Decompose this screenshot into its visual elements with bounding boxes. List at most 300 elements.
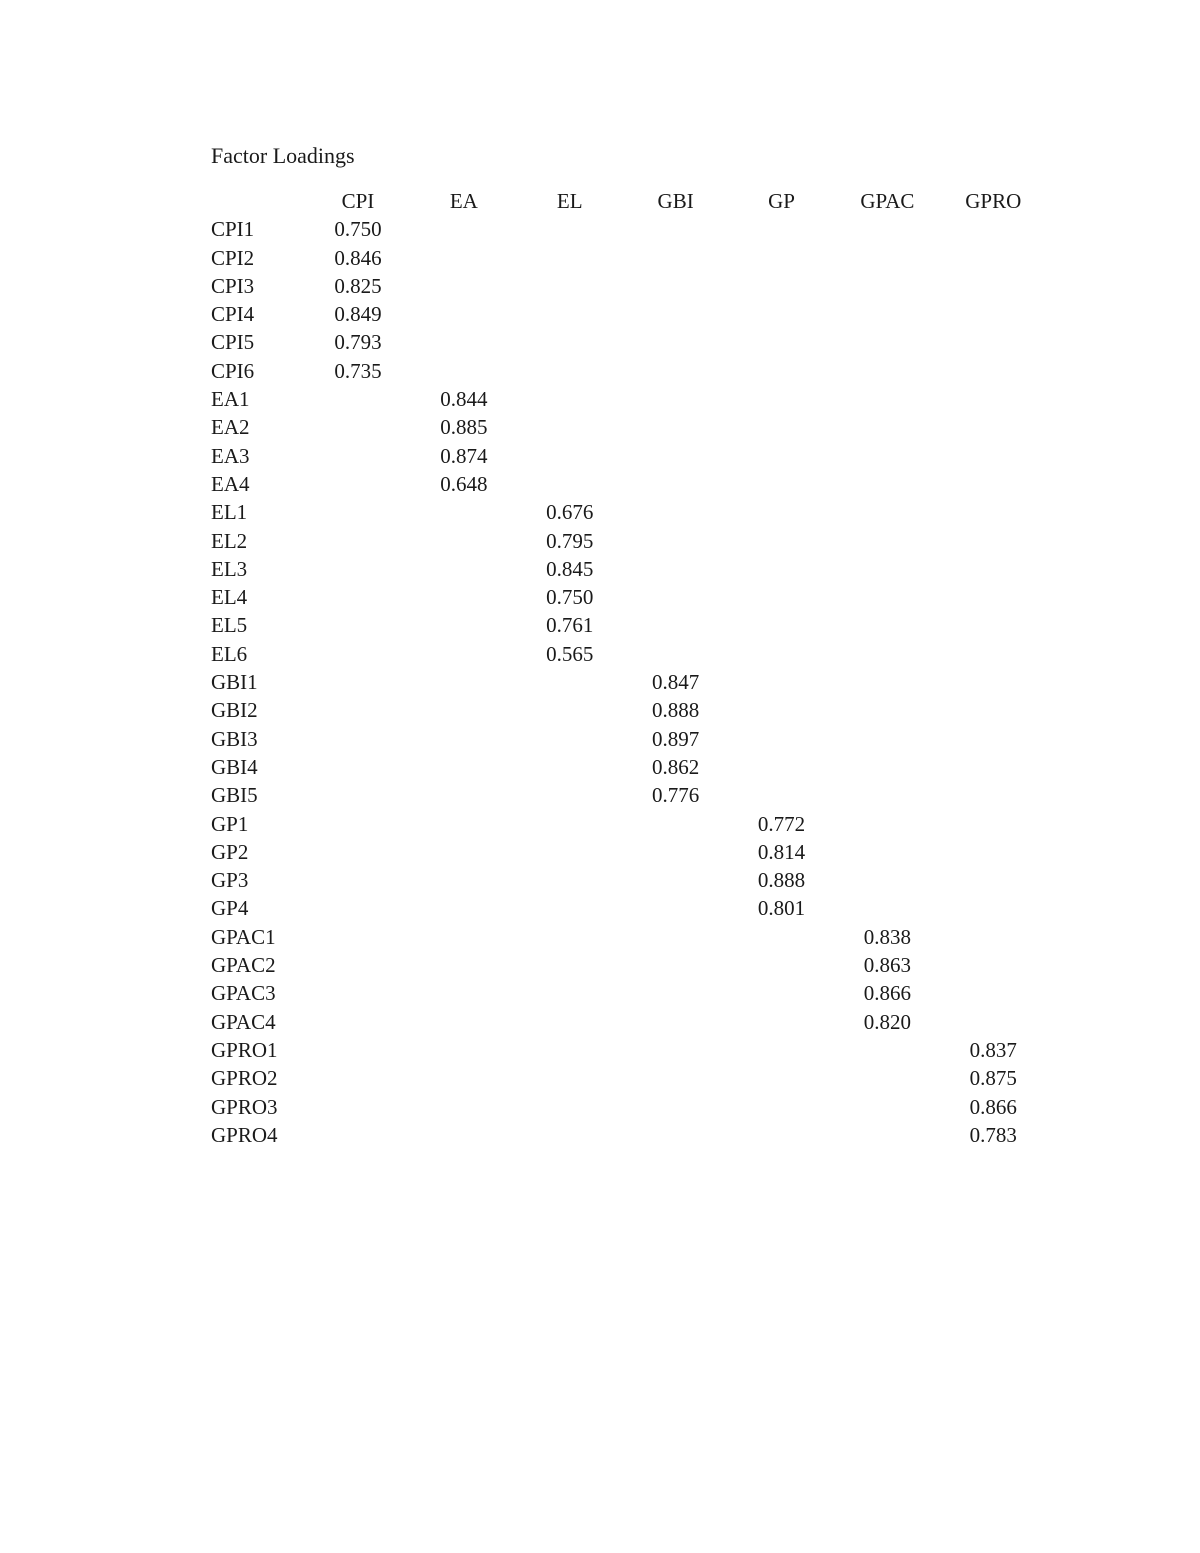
loading-cell xyxy=(834,781,940,809)
row-label: GPRO1 xyxy=(211,1037,278,1062)
table-row xyxy=(211,696,1046,724)
table-row xyxy=(211,470,1046,498)
row-label: GBI1 xyxy=(211,670,258,695)
loading-cell xyxy=(623,357,729,385)
loading-cell xyxy=(834,300,940,328)
table-row xyxy=(211,1121,1046,1149)
loading-cell xyxy=(623,498,729,526)
loading-cell: 0.820 xyxy=(863,1009,912,1034)
row-label: CPI4 xyxy=(211,302,255,327)
loading-cell: 0.874 xyxy=(440,443,488,468)
loading-cell: 0.776 xyxy=(651,783,700,808)
loading-cell xyxy=(623,413,729,441)
table-row xyxy=(211,498,1046,526)
loading-cell xyxy=(305,810,411,838)
row-label: CPI3 xyxy=(211,273,255,298)
table-row xyxy=(211,1093,1046,1121)
loading-cell xyxy=(411,357,517,385)
table-row xyxy=(211,215,1046,243)
loading-cell xyxy=(729,244,835,272)
loading-cell xyxy=(411,300,517,328)
table-row xyxy=(211,385,1046,413)
loading-cell xyxy=(411,1093,517,1121)
loading-cell xyxy=(305,781,411,809)
loading-cell xyxy=(834,725,940,753)
loading-cell: 0.565 xyxy=(546,641,594,666)
loading-cell xyxy=(411,668,517,696)
row-label: GBI3 xyxy=(211,726,258,751)
loading-cell xyxy=(940,753,1046,781)
loading-cell xyxy=(517,1121,623,1149)
loading-cell xyxy=(517,923,623,951)
loading-cell xyxy=(411,866,517,894)
loading-cell xyxy=(411,1121,517,1149)
loading-cell xyxy=(517,300,623,328)
loading-cell xyxy=(834,442,940,470)
row-label: EA2 xyxy=(211,415,250,440)
row-label: EL1 xyxy=(211,500,248,525)
loading-cell xyxy=(305,583,411,611)
loading-cell xyxy=(305,725,411,753)
table-row xyxy=(211,300,1046,328)
loading-cell xyxy=(729,583,835,611)
loading-cell xyxy=(411,838,517,866)
loading-cell xyxy=(623,555,729,583)
loading-cell: 0.648 xyxy=(440,471,488,496)
row-label: GBI2 xyxy=(211,698,258,723)
loading-cell xyxy=(834,611,940,639)
loading-cell xyxy=(834,498,940,526)
loading-cell xyxy=(729,640,835,668)
loading-cell xyxy=(517,470,623,498)
loading-cell xyxy=(729,300,835,328)
loading-cell: 0.795 xyxy=(546,528,594,553)
row-label: GPRO2 xyxy=(211,1066,278,1091)
loading-cell xyxy=(623,300,729,328)
loading-cell xyxy=(411,810,517,838)
table-row xyxy=(211,781,1046,809)
loading-cell xyxy=(517,979,623,1007)
loading-cell xyxy=(517,413,623,441)
loading-cell xyxy=(305,527,411,555)
loading-cell xyxy=(940,442,1046,470)
table-row xyxy=(211,413,1046,441)
table-row xyxy=(211,810,1046,838)
loading-cell xyxy=(411,272,517,300)
loading-cell xyxy=(729,385,835,413)
loading-cell xyxy=(623,215,729,243)
loading-cell xyxy=(940,611,1046,639)
row-label: CPI2 xyxy=(211,245,255,270)
loading-cell xyxy=(305,838,411,866)
loading-cell xyxy=(940,725,1046,753)
loading-cell xyxy=(940,781,1046,809)
row-label: EA3 xyxy=(211,443,250,468)
loading-cell: 0.735 xyxy=(334,358,382,383)
row-label: GPAC2 xyxy=(211,953,276,978)
table-row xyxy=(211,555,1046,583)
loading-cell xyxy=(517,696,623,724)
loading-cell xyxy=(623,838,729,866)
loading-cell xyxy=(517,244,623,272)
loading-cell xyxy=(729,555,835,583)
loading-cell xyxy=(305,951,411,979)
header-corner-cell xyxy=(211,187,305,215)
loading-cell xyxy=(517,753,623,781)
loading-cell xyxy=(623,272,729,300)
loading-cell xyxy=(517,272,623,300)
document-title: Factor Loadings xyxy=(211,143,355,168)
loading-cell xyxy=(729,1036,835,1064)
loading-cell xyxy=(834,753,940,781)
loading-cell xyxy=(623,527,729,555)
table-row xyxy=(211,979,1046,1007)
loading-cell xyxy=(305,611,411,639)
loading-cell xyxy=(729,413,835,441)
table-row xyxy=(211,866,1046,894)
loading-cell: 0.801 xyxy=(757,896,806,921)
loading-cell xyxy=(940,1008,1046,1036)
loading-cell xyxy=(411,583,517,611)
loading-cell xyxy=(729,215,835,243)
loading-cell xyxy=(411,1036,517,1064)
row-label: EA4 xyxy=(211,471,250,496)
loading-cell xyxy=(305,1036,411,1064)
loading-cell xyxy=(940,640,1046,668)
loading-cell xyxy=(305,1008,411,1036)
loading-cell xyxy=(940,951,1046,979)
table-row xyxy=(211,753,1046,781)
row-label: EL3 xyxy=(211,556,248,581)
table-row xyxy=(211,244,1046,272)
loading-cell xyxy=(834,215,940,243)
loading-cell xyxy=(729,979,835,1007)
table-row xyxy=(211,527,1046,555)
loading-cell xyxy=(940,215,1046,243)
loading-cell xyxy=(729,1064,835,1092)
loading-cell xyxy=(729,951,835,979)
loading-cell xyxy=(729,923,835,951)
loading-cell xyxy=(517,357,623,385)
loading-cell xyxy=(729,696,835,724)
loading-cell xyxy=(305,866,411,894)
table-row xyxy=(211,1036,1046,1064)
loading-cell xyxy=(729,1008,835,1036)
loading-cell xyxy=(517,781,623,809)
loading-cell xyxy=(411,979,517,1007)
factor-loadings-table xyxy=(211,187,1046,1149)
loading-cell xyxy=(940,894,1046,922)
loading-cell xyxy=(517,866,623,894)
loading-cell xyxy=(729,611,835,639)
loading-cell xyxy=(305,413,411,441)
row-label: GP1 xyxy=(211,811,249,836)
loading-cell xyxy=(411,753,517,781)
loading-cell xyxy=(940,357,1046,385)
loading-cell xyxy=(517,1093,623,1121)
loading-cell xyxy=(834,385,940,413)
loading-cell xyxy=(940,696,1046,724)
loading-cell xyxy=(305,753,411,781)
loading-cell xyxy=(834,1121,940,1149)
loading-cell xyxy=(305,979,411,1007)
loading-cell xyxy=(729,442,835,470)
loading-cell xyxy=(623,1008,729,1036)
loading-cell xyxy=(834,413,940,441)
loading-cell xyxy=(305,923,411,951)
table-row xyxy=(211,611,1046,639)
loading-cell xyxy=(834,1093,940,1121)
loading-cell xyxy=(834,470,940,498)
row-label: CPI1 xyxy=(211,217,255,242)
loading-cell xyxy=(729,781,835,809)
loading-cell xyxy=(623,894,729,922)
loading-cell xyxy=(729,753,835,781)
table-row xyxy=(211,1064,1046,1092)
loading-cell xyxy=(305,696,411,724)
column-header: EL xyxy=(556,189,583,213)
table-row xyxy=(211,838,1046,866)
loading-cell xyxy=(834,1036,940,1064)
loading-cell xyxy=(623,611,729,639)
loading-cell xyxy=(834,583,940,611)
loading-cell xyxy=(623,979,729,1007)
loading-cell xyxy=(623,385,729,413)
loading-cell: 0.825 xyxy=(334,273,382,298)
loading-cell xyxy=(411,527,517,555)
loading-cell xyxy=(411,611,517,639)
loading-cell xyxy=(940,923,1046,951)
loading-cell xyxy=(834,555,940,583)
loading-cell xyxy=(729,668,835,696)
column-header: GPRO xyxy=(965,189,1022,213)
loading-cell xyxy=(834,1064,940,1092)
loading-cell: 0.863 xyxy=(863,953,912,978)
loading-cell xyxy=(411,696,517,724)
table-row xyxy=(211,894,1046,922)
loading-cell xyxy=(623,810,729,838)
loading-cell xyxy=(940,272,1046,300)
loading-cell xyxy=(940,810,1046,838)
loading-cell: 0.814 xyxy=(757,839,806,864)
loading-cell xyxy=(411,215,517,243)
loading-cell xyxy=(517,951,623,979)
row-label: GPRO4 xyxy=(211,1122,278,1147)
loading-cell xyxy=(411,951,517,979)
loading-cell xyxy=(517,385,623,413)
column-header: GBI xyxy=(657,189,694,213)
loading-cell xyxy=(940,866,1046,894)
table-row xyxy=(211,923,1046,951)
loading-cell: 0.897 xyxy=(651,726,700,751)
loading-cell: 0.772 xyxy=(757,811,806,836)
loading-cell xyxy=(940,979,1046,1007)
row-label: GBI5 xyxy=(211,783,258,808)
row-label: GP4 xyxy=(211,896,249,921)
loading-cell xyxy=(940,555,1046,583)
loading-cell xyxy=(305,555,411,583)
loading-cell xyxy=(623,866,729,894)
loading-cell: 0.846 xyxy=(334,245,382,270)
loading-cell xyxy=(517,838,623,866)
loading-cell xyxy=(623,583,729,611)
loading-cell xyxy=(834,527,940,555)
loading-cell xyxy=(834,328,940,356)
loading-cell: 0.761 xyxy=(546,613,594,638)
loading-cell: 0.844 xyxy=(440,387,488,412)
loading-cell xyxy=(411,328,517,356)
loading-cell xyxy=(411,244,517,272)
loading-cell xyxy=(834,357,940,385)
column-header: EA xyxy=(449,189,478,213)
loading-cell: 0.866 xyxy=(863,981,912,1006)
loading-cell xyxy=(623,640,729,668)
loading-cell xyxy=(729,272,835,300)
loading-cell xyxy=(411,555,517,583)
loading-cell xyxy=(623,1036,729,1064)
table-row xyxy=(211,725,1046,753)
loading-cell xyxy=(517,1064,623,1092)
loading-cell xyxy=(834,838,940,866)
loading-cell xyxy=(623,1093,729,1121)
loading-cell: 0.845 xyxy=(546,556,594,581)
loading-cell xyxy=(623,923,729,951)
loading-cell xyxy=(305,668,411,696)
loading-cell: 0.837 xyxy=(969,1037,1017,1062)
loading-cell: 0.676 xyxy=(546,500,594,525)
loading-cell xyxy=(834,668,940,696)
loading-cell xyxy=(305,498,411,526)
table-row xyxy=(211,1008,1046,1036)
loading-cell xyxy=(411,923,517,951)
row-label: GBI4 xyxy=(211,754,258,779)
loading-cell xyxy=(729,1093,835,1121)
loading-cell: 0.750 xyxy=(546,585,594,610)
loading-cell: 0.847 xyxy=(651,670,700,695)
loading-cell xyxy=(305,1093,411,1121)
loading-cell xyxy=(305,1121,411,1149)
loading-cell xyxy=(305,385,411,413)
loading-cell xyxy=(517,442,623,470)
loading-cell xyxy=(517,810,623,838)
row-label: GP2 xyxy=(211,839,249,864)
loading-cell: 0.838 xyxy=(863,924,912,949)
loading-cell xyxy=(834,866,940,894)
loading-cell xyxy=(623,951,729,979)
loading-cell xyxy=(834,894,940,922)
loading-cell xyxy=(623,1064,729,1092)
table-row xyxy=(211,357,1046,385)
loading-cell xyxy=(305,442,411,470)
row-label: CPI5 xyxy=(211,330,255,355)
loading-cell: 0.793 xyxy=(334,330,382,355)
loading-cell: 0.750 xyxy=(334,217,382,242)
loading-cell xyxy=(411,781,517,809)
loading-cell xyxy=(517,894,623,922)
table-row xyxy=(211,328,1046,356)
loading-cell xyxy=(729,1121,835,1149)
row-label: EL4 xyxy=(211,585,248,610)
loading-cell xyxy=(411,498,517,526)
table-row xyxy=(211,640,1046,668)
row-label: GPRO3 xyxy=(211,1094,278,1119)
loading-cell xyxy=(305,894,411,922)
loading-cell xyxy=(411,1064,517,1092)
table-header xyxy=(211,187,1046,215)
loading-cell: 0.866 xyxy=(969,1094,1017,1119)
row-label: EL2 xyxy=(211,528,248,553)
loading-cell: 0.888 xyxy=(757,868,806,893)
loading-cell xyxy=(729,725,835,753)
column-header: GPAC xyxy=(860,189,915,213)
loading-cell: 0.888 xyxy=(651,698,700,723)
loading-cell xyxy=(623,442,729,470)
loading-cell xyxy=(411,1008,517,1036)
row-label: GPAC4 xyxy=(211,1009,276,1034)
loading-cell xyxy=(940,583,1046,611)
header-row xyxy=(211,187,1046,215)
row-label: CPI6 xyxy=(211,358,255,383)
loading-cell xyxy=(517,1008,623,1036)
loading-cell xyxy=(940,300,1046,328)
table-row xyxy=(211,668,1046,696)
loading-cell xyxy=(940,385,1046,413)
loading-cell: 0.849 xyxy=(334,302,382,327)
loading-cell xyxy=(623,244,729,272)
loading-cell xyxy=(305,640,411,668)
loading-cell xyxy=(411,725,517,753)
loading-cell xyxy=(729,357,835,385)
loading-cell: 0.875 xyxy=(969,1066,1017,1091)
loading-cell xyxy=(834,810,940,838)
loading-cell: 0.885 xyxy=(440,415,488,440)
loading-cell xyxy=(729,527,835,555)
loading-cell xyxy=(411,640,517,668)
table-row xyxy=(211,583,1046,611)
loading-cell xyxy=(411,894,517,922)
loading-cell xyxy=(517,668,623,696)
loading-cell xyxy=(305,1064,411,1092)
loading-cell xyxy=(517,328,623,356)
table-row xyxy=(211,951,1046,979)
row-label: GPAC1 xyxy=(211,924,276,949)
loading-cell xyxy=(940,413,1046,441)
loading-cell xyxy=(940,470,1046,498)
loading-cell xyxy=(834,244,940,272)
loading-cell: 0.783 xyxy=(969,1122,1017,1147)
loading-cell xyxy=(940,527,1046,555)
column-header: CPI xyxy=(341,189,375,213)
loading-cell xyxy=(623,470,729,498)
row-label: GPAC3 xyxy=(211,981,276,1006)
loading-cell xyxy=(623,1121,729,1149)
loading-cell xyxy=(517,725,623,753)
loading-cell xyxy=(940,838,1046,866)
loading-cell xyxy=(729,498,835,526)
loading-cell xyxy=(305,470,411,498)
loading-cell xyxy=(940,668,1046,696)
table-body xyxy=(211,215,1046,1149)
table-row xyxy=(211,272,1046,300)
row-label: EL5 xyxy=(211,613,248,638)
loading-cell xyxy=(834,696,940,724)
loading-cell xyxy=(940,498,1046,526)
loading-cell: 0.862 xyxy=(651,754,700,779)
loading-cell xyxy=(834,272,940,300)
loading-cell xyxy=(729,328,835,356)
loading-cell xyxy=(517,215,623,243)
column-header: GP xyxy=(768,189,795,213)
